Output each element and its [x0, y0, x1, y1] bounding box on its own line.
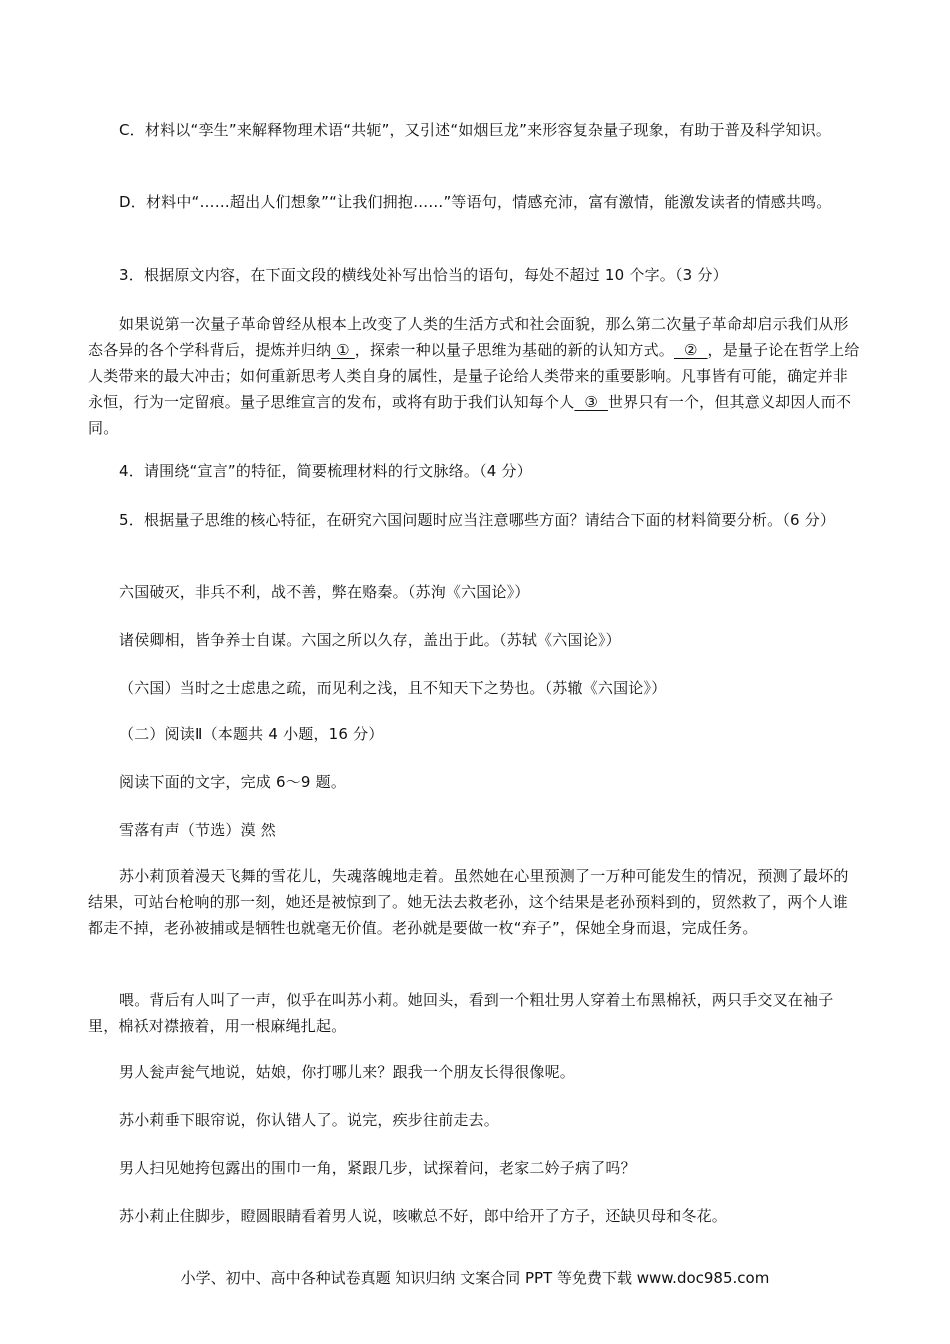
story-paragraph-5: 男人扫见她挎包露出的围巾一角，紧跟几步，试探着问，老家二妗子病了吗？	[119, 1159, 636, 1177]
question-3-passage	[88, 311, 860, 441]
passage-part-2: ，探索一种以量子思维为基础的新的认知方式。	[354, 341, 674, 359]
quote-su-shi: 诸侯卿相，皆争养士自谋。六国之所以久存，盖出于此。（苏轼《六国论》）	[119, 631, 621, 649]
passage-part-3: ，是量子论在哲学上给人类带来的最大冲击；如何重新思考人类自身的属性，是量子论给人类带来的重要影响。凡事皆有可能，确定并非永恒，行为一定留痕。量子思维宣言的发布，或将有助于我们认知每个人	[88, 341, 860, 411]
blank-2-label: ②	[683, 341, 698, 359]
blank-1-label: ①	[336, 341, 350, 359]
section-2-heading: （二）阅读Ⅱ（本题共 4 小题，16 分）	[119, 725, 384, 743]
option-d: D．材料中“……超出人们想象”“让我们拥抱……”等语句，情感充沛，富有激情，能激发读者的情感共鸣。	[119, 193, 832, 211]
story-paragraph-1: 苏小莉顶着漫天飞舞的雪花儿，失魂落魄地走着。虽然她在心里预测了一万种可能发生的情况，预测了最坏的结果，可站台枪响的那一刻，她还是被惊到了。她无法去救老孙，这个结果是老孙预料到的，贸然救了，两个人谁都走不掉，老孙被捕或是牺牲也就毫无价值。老孙就是要做一枚“弃子”，保她全身而退，完成任务。	[88, 867, 849, 937]
story-paragraph-2: 喂。背后有人叫了一声，似乎在叫苏小莉。她回头，看到一个粗壮男人穿着土布黑棉袄，两只手交叉在袖子里，棉袄对襟掖着，用一根麻绳扎起。	[88, 991, 834, 1035]
page-footer: 小学、初中、高中各种试卷真题 知识归纳 文案合同 PPT 等免费下载 www.doc985.com	[180, 1269, 770, 1287]
story-title: 雪落有声（节选）漠 然	[119, 821, 276, 839]
question-5: 5．根据量子思维的核心特征，在研究六国问题时应当注意哪些方面？请结合下面的材料简要分析。（6 分）	[119, 511, 836, 529]
story-paragraph-6: 苏小莉止住脚步，瞪圆眼睛看着男人说，咳嗽总不好，郎中给开了方子，还缺贝母和冬花。	[119, 1207, 728, 1225]
quote-su-xun: 六国破灭，非兵不利，战不善，弊在赂秦。（苏洵《六国论》）	[119, 583, 530, 601]
quote-su-zhe: （六国）当时之士虑患之疏，而见利之浅，且不知天下之势也。（苏辙《六国论》）	[119, 679, 667, 697]
story-paragraph-4: 苏小莉垂下眼帘说，你认错人了。说完，疾步往前走去。	[119, 1111, 500, 1129]
blank-1	[331, 341, 355, 359]
section-2-instruction: 阅读下面的文字，完成 6～9 题。	[119, 773, 347, 791]
blank-2	[674, 341, 708, 359]
question-3: 3．根据原文内容，在下面文段的横线处补写出恰当的语句，每处不超过 10 个字。（3 分）	[119, 266, 728, 284]
passage-part-4: 世界只有一个，但其意义却因人而不同。	[88, 393, 852, 437]
story-paragraph-3: 男人瓮声瓮气地说，姑娘，你打哪儿来？跟我一个朋友长得很像呢。	[119, 1063, 576, 1081]
option-c: C．材料以“孪生”来解释物理术语“共轭”，又引述“如烟巨龙”来形容复杂量子现象，有助于普及科学知识。	[119, 121, 832, 139]
blank-3-label: ③	[584, 393, 598, 411]
question-4: 4．请围绕“宣言”的特征，简要梳理材料的行文脉络。（4 分）	[119, 462, 532, 480]
blank-3	[574, 393, 608, 411]
passage-part-1: 如果说第一次量子革命曾经从根本上改变了人类的生活方式和社会面貌，那么第二次量子革命却启示我们从形态各异的各个学科背后，提炼并归纳	[88, 315, 849, 359]
